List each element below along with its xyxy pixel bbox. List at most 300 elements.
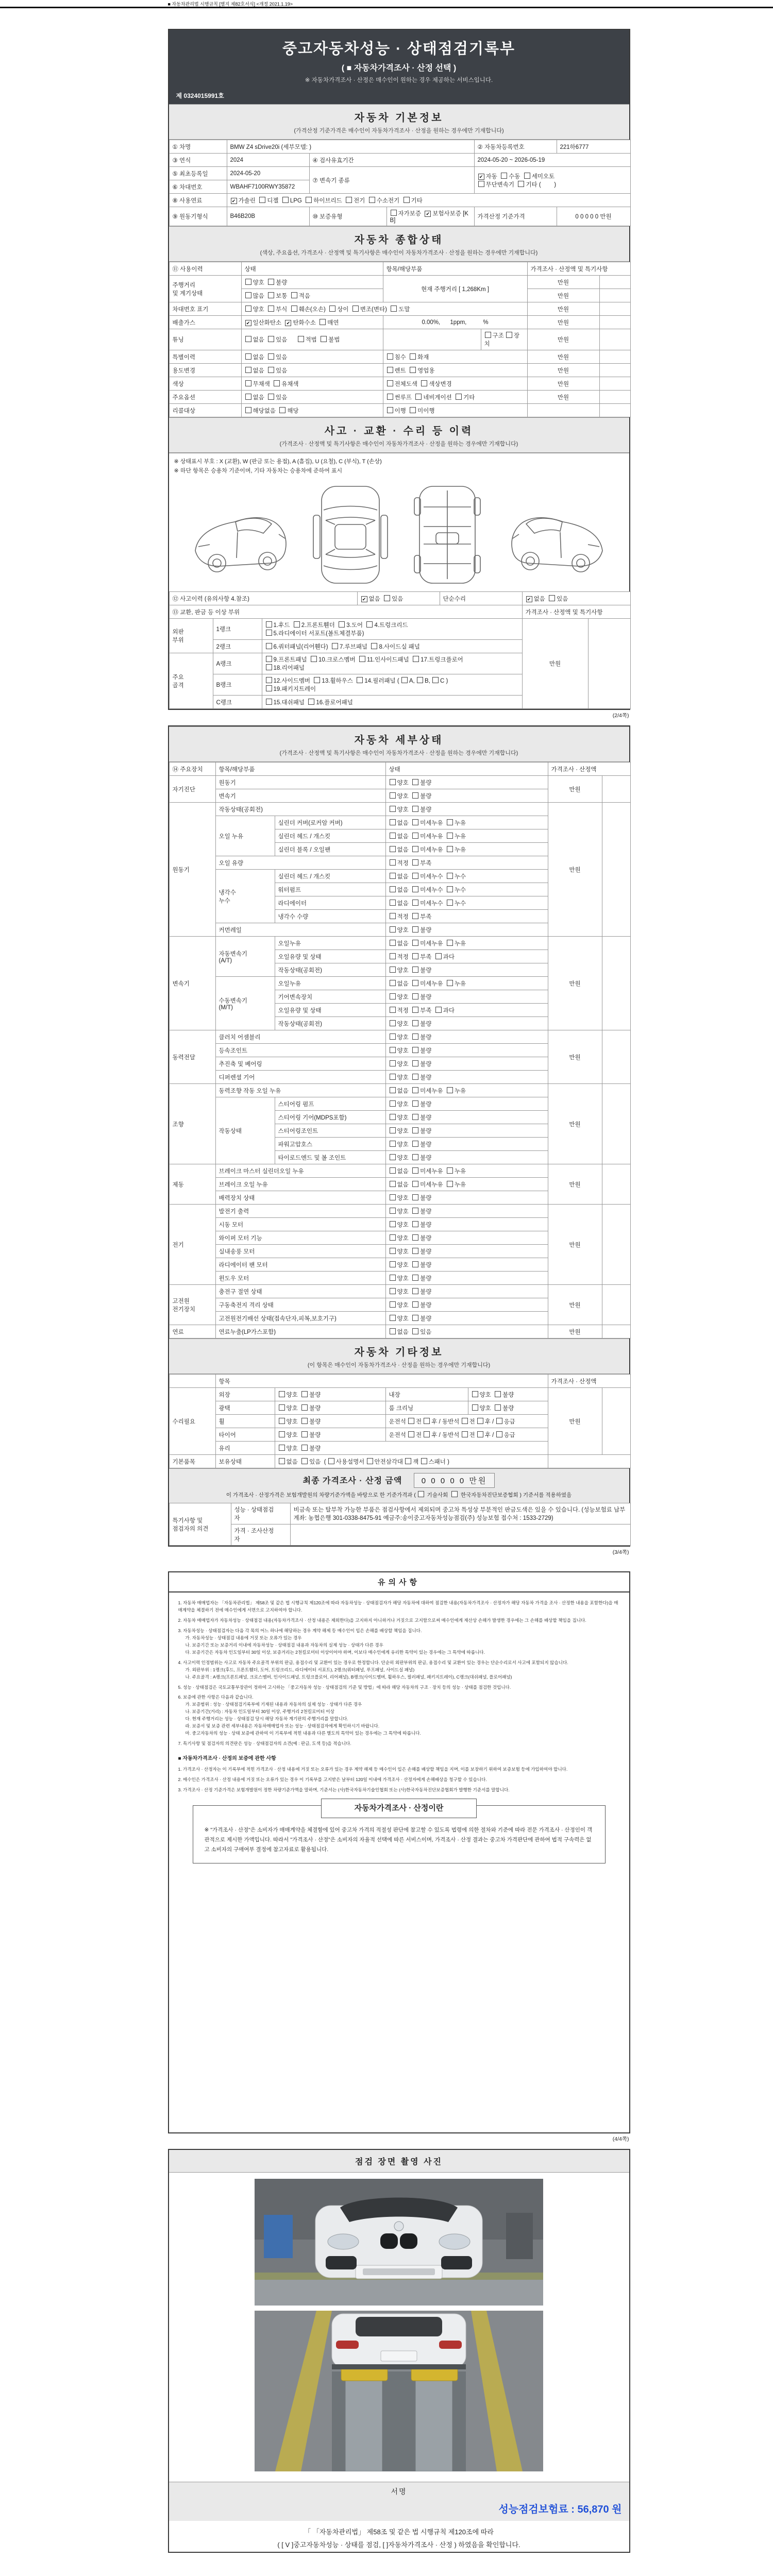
checkbox[interactable] [412,940,418,946]
checkbox[interactable] [412,1074,418,1080]
final-price-label: 최종 가격조사 · 산정 금액 [303,1477,402,1486]
checkbox[interactable] [301,1391,308,1397]
checkbox[interactable] [371,643,377,649]
checkbox[interactable] [412,980,418,986]
checkbox[interactable] [421,380,427,386]
checkbox[interactable] [245,306,251,312]
cell: 스티어링조인트 [275,1124,385,1138]
checkbox[interactable] [421,1458,427,1464]
checkbox[interactable] [266,677,272,683]
checkbox[interactable] [412,1275,418,1281]
cell: WBAHF7100RWY35872 [227,180,309,194]
checkbox[interactable] [447,1167,453,1174]
checkbox[interactable] [268,353,274,360]
notice-item: 2. 매수인은 가격조사 · 산정 내용에 거짓 또는 오류가 있는 경우 이 기록부를 고지받은 날부터 120일 이내에 가격조사 · 산정자에게 손해배상을 청구할 수 있습니다. [178,1776,487,1782]
checkbox-checked[interactable]: ✔ [231,198,237,204]
cell: 양호 불량 [468,1388,548,1401]
checkbox[interactable] [462,1418,468,1424]
section-detail-header [169,726,629,762]
checkbox[interactable] [415,394,422,400]
checkbox[interactable] [259,197,265,203]
checkbox[interactable] [432,677,439,683]
checkbox[interactable] [501,173,507,179]
cell [599,302,630,316]
checkbox[interactable] [412,1141,418,1147]
cell: 양호 불량 [385,923,548,937]
final-price-note: 이 가격조사 · 산정가격은 보험개발원의 차량기준가액을 바탕으로 한 기준가격과 ( 기술사회 한국자동차진단보증협회 ) 기준서를 적용하였음 [226,1492,572,1499]
cell: 라디에이터 팬 모터 [215,1258,385,1272]
checkbox[interactable] [412,1234,418,1241]
page-marker-4: (4/4쪽) [612,2136,629,2143]
checkbox[interactable] [390,846,396,852]
checkbox[interactable] [245,380,251,386]
cell: 항목 [215,1375,548,1388]
checkbox[interactable] [447,873,453,879]
cell: 양호 불량 [275,1442,548,1455]
checkbox[interactable] [308,699,314,705]
checkbox[interactable] [279,1431,285,1437]
checkbox[interactable] [279,1445,285,1451]
checkbox[interactable] [495,1391,501,1397]
checkbox[interactable] [472,1391,478,1397]
checkbox[interactable] [357,677,363,683]
cell: 작동상태(공회전) [275,963,385,977]
cell: 만원 [548,1285,602,1325]
cell: BMW Z4 sDrive20i (세부모델: ) [227,140,474,154]
checkbox[interactable] [496,1418,502,1424]
checkbox[interactable] [477,1418,483,1424]
cell: 침수 화재 [383,350,527,364]
checkbox[interactable] [417,677,423,683]
checkbox[interactable] [279,1391,285,1397]
checkbox[interactable] [245,336,251,342]
checkbox[interactable] [495,1404,501,1411]
checkbox[interactable] [384,595,390,601]
checkbox[interactable] [410,367,416,373]
checkbox[interactable] [390,819,396,825]
cell: 리콜대상 [169,404,241,417]
document-title: 중고자동차성능 · 상태점검기록부 [282,41,515,57]
section-accident-title: 사고 · 교환 · 수리 등 이력 [324,426,474,437]
inspection-photo-rear [255,2311,543,2471]
checkbox[interactable] [435,1007,442,1013]
cell: 12.사이드멤버 13.휠하우스 14.필러패널 ( A, B, C ) 19.패키지트레이 [262,674,522,696]
checkbox-checked[interactable]: ✔ [425,211,431,217]
cell: 상태 [241,262,383,276]
checkbox[interactable] [412,1100,418,1107]
cell [599,289,630,302]
checkbox[interactable] [412,1114,418,1120]
cell: 내장 [385,1388,468,1401]
checkbox[interactable] [390,1194,396,1200]
checkbox[interactable] [390,1154,396,1160]
checkbox[interactable] [390,1047,396,1053]
cell: 시동 모터 [215,1218,385,1231]
checkbox[interactable] [412,967,418,973]
checkbox[interactable] [412,792,418,799]
checkbox[interactable] [391,306,397,312]
checkbox[interactable] [390,1328,396,1334]
checkbox[interactable] [408,1418,414,1424]
checkbox[interactable] [301,1458,308,1464]
cell: 추진축 및 베어링 [215,1057,385,1071]
checkbox[interactable] [390,1114,396,1120]
cell: 연료누출(LP가스포함) [215,1325,385,1338]
checkbox[interactable] [412,926,418,933]
page3-block [168,725,630,1547]
cell: ✔ 자동 수동 세미오토 무단변속기 기타 ( ) [474,167,630,194]
accident-history-table [169,591,631,709]
checkbox[interactable] [485,332,491,338]
checkbox[interactable] [282,197,289,203]
checkbox-checked[interactable]: ✔ [478,174,484,180]
checkbox[interactable] [390,1301,396,1308]
checkbox[interactable] [506,332,512,338]
checkbox[interactable] [412,1221,418,1227]
checkbox[interactable] [412,1181,418,1187]
checkbox[interactable] [390,886,396,892]
checkbox[interactable] [412,1033,418,1040]
checkbox[interactable] [390,900,396,906]
checkbox[interactable] [245,394,251,400]
checkbox[interactable] [268,367,274,373]
accident-notes [169,453,629,479]
cell: 양호 불량 [385,1071,548,1084]
checkbox[interactable] [401,677,408,683]
cell: 만원 [527,350,599,364]
checkbox-checked[interactable]: ✔ [526,596,532,602]
checkbox[interactable] [301,1404,308,1411]
checkbox[interactable] [451,1491,458,1497]
checkbox[interactable] [352,306,359,312]
cell: 렌트 영업용 [383,364,527,377]
checkbox[interactable] [369,197,375,203]
cell: 2랭크 [213,640,262,653]
checkbox[interactable] [412,993,418,999]
checkbox[interactable] [472,1404,478,1411]
checkbox[interactable] [412,1328,418,1334]
cell: 실린더 블록 / 오일팬 [275,843,385,856]
confirmation-statement [169,2521,629,2551]
checkbox[interactable] [390,1060,396,1066]
checkbox[interactable] [311,656,317,662]
checkbox[interactable] [329,306,335,312]
checkbox[interactable] [390,1288,396,1294]
checkbox[interactable] [390,1248,396,1254]
checkbox[interactable] [390,1074,396,1080]
checkbox[interactable] [412,1208,418,1214]
checkbox[interactable] [294,621,300,628]
checkbox[interactable] [387,394,393,400]
cell: 변속기 [215,789,385,803]
notice-item: 3. 가격조사 · 산정 기준가격은 보험개발원이 정한 차량기준가액을 말하며, 기준서는 (사)한국자동차기술인협회 또는 (사)한국자동차진단보증협회가 발행한 기준서를 말합니다. [178,1787,510,1792]
checkbox[interactable] [390,833,396,839]
checkbox[interactable] [390,1007,396,1013]
checkbox[interactable] [496,1431,502,1437]
checkbox[interactable] [478,181,484,187]
cell: ① 차명 [169,140,227,154]
checkbox[interactable] [390,859,396,866]
checkbox[interactable] [424,1431,430,1437]
cell: 양호 불량 [385,1057,548,1071]
checkbox[interactable] [268,279,274,285]
checkbox[interactable] [266,630,272,636]
checkbox[interactable] [412,873,418,879]
checkbox[interactable] [435,953,442,959]
checkbox[interactable] [390,1315,396,1321]
cell: 클러치 어셈블리 [215,1030,385,1044]
cell [602,1030,630,1084]
checkbox[interactable] [412,1047,418,1053]
notice-body [169,1592,629,2132]
cell: 양호 불량 [275,1428,385,1442]
checkbox[interactable] [387,380,393,386]
cell: 운전석 전 후 / 동반석 전 후 / 응급 [385,1415,548,1428]
checkbox[interactable] [447,1181,453,1187]
checkbox[interactable] [390,1234,396,1241]
cell: 전체도색 색상변경 [383,377,527,391]
checkbox[interactable] [447,940,453,946]
final-price-band [169,1468,629,1503]
checkbox[interactable] [279,1404,285,1411]
checkbox[interactable] [390,980,396,986]
checkbox[interactable] [367,1458,373,1464]
checkbox[interactable] [410,407,416,413]
cell: ③ 연식 [169,154,227,167]
cell: ⑥ 차대번호 [169,180,227,194]
checkbox[interactable] [424,1418,430,1424]
checkbox[interactable] [413,656,419,662]
checkbox[interactable] [412,886,418,892]
checkbox[interactable] [245,279,251,285]
cell: 적정 부족 [385,910,548,923]
checkbox-checked[interactable]: ✔ [285,320,291,326]
checkbox[interactable] [447,833,453,839]
overall-state-table-host [169,262,629,417]
car-diagram-front-quarter [186,485,292,585]
cell [599,350,630,364]
checkbox[interactable] [524,173,530,179]
checkbox[interactable] [391,210,397,216]
checkbox[interactable] [447,846,453,852]
checkbox[interactable] [314,677,320,683]
checkbox[interactable] [410,353,416,360]
checkbox[interactable] [390,806,396,812]
checkbox[interactable] [390,913,396,919]
checkbox[interactable] [390,993,396,999]
cell: 원동기 [169,803,215,937]
cell: 배출가스 [169,316,241,329]
checkbox[interactable] [245,407,251,413]
checkbox[interactable] [359,656,365,662]
checkbox[interactable] [412,806,418,812]
checkbox[interactable] [390,1167,396,1174]
car-diagram-body-panels [312,483,389,586]
cell: 양호 불량 [385,1245,548,1258]
checkbox[interactable] [390,1208,396,1214]
checkbox[interactable] [245,292,251,298]
checkbox[interactable] [412,1127,418,1133]
checkbox[interactable] [390,779,396,785]
checkbox[interactable] [390,1100,396,1107]
checkbox[interactable] [412,1301,418,1308]
checkbox[interactable] [412,1315,418,1321]
cell: 만원 [548,1030,602,1084]
checkbox[interactable] [268,336,274,342]
checkbox[interactable] [412,1167,418,1174]
checkbox[interactable] [266,621,272,628]
checkbox[interactable] [412,859,418,866]
price-guarantee-title: ■ 자동차가격조사 · 산정의 보증에 관한 사항 [178,1755,276,1761]
checkbox[interactable] [266,643,272,649]
checkbox[interactable] [266,699,272,705]
checkbox[interactable] [279,1458,285,1464]
cell [169,1375,215,1388]
cell: 2024 [227,154,309,167]
checkbox[interactable] [412,819,418,825]
cell: 만원 [548,1325,602,1338]
cell: 윈도우 모터 [215,1272,385,1285]
checkbox[interactable] [390,1181,396,1187]
checkbox[interactable] [387,367,393,373]
checkbox[interactable] [387,407,393,413]
checkbox[interactable] [412,1020,418,1026]
overall-state-table [169,262,631,417]
checkbox[interactable] [412,913,418,919]
checkbox[interactable] [390,1020,396,1026]
cell: 없음 있음 [241,364,383,377]
cell: 작동상태(공회전) [275,1017,385,1030]
checkbox[interactable] [447,886,453,892]
checkbox[interactable] [390,1033,396,1040]
checkbox-checked[interactable]: ✔ [361,596,367,602]
cell: 오일누유 [275,977,385,990]
checkbox[interactable] [390,1275,396,1281]
photos-block [168,2149,630,2552]
checkbox[interactable] [412,900,418,906]
checkbox[interactable] [390,1221,396,1227]
checkbox[interactable] [245,353,251,360]
checkbox[interactable] [366,621,373,628]
checkbox[interactable] [306,197,312,203]
checkbox[interactable] [390,873,396,879]
cell: 적정 부족 [385,856,548,870]
checkbox[interactable] [462,1431,468,1437]
checkbox[interactable] [412,1007,418,1013]
checkbox[interactable] [408,1431,414,1437]
cell: 없음 있음 ( 사용설명서 안전삼각대 잭 스패너 ) [275,1455,548,1468]
checkbox[interactable] [412,846,418,852]
notice-item: 1. 자동차 매매업자는 「자동차관리법」 제58조 및 같은 법 시행규칙 제120조에 따라 자동차성능 · 상태점검자가 해당 자동차에 대하여 점검한 내용(자동차가격조사 · 산정자가 해당 자동차 가격을 조사 · 산정한 내용을 포함한다)을 매매계약을 체결하기 전에 매수인에게 서면으로 고지하여야 합니다. [178,1600,618,1613]
checkbox[interactable] [477,1431,483,1437]
checkbox[interactable] [418,1491,424,1497]
checkbox[interactable] [332,643,338,649]
checkbox-checked[interactable]: ✔ [245,320,251,326]
checkbox[interactable] [390,792,396,799]
checkbox[interactable] [405,1458,411,1464]
checkbox[interactable] [412,1248,418,1254]
cell: 단순수리 [440,592,522,605]
checkbox[interactable] [412,833,418,839]
checkbox[interactable] [266,656,272,662]
checkbox[interactable] [301,1418,308,1424]
checkbox[interactable] [346,197,352,203]
checkbox[interactable] [447,980,453,986]
checkbox[interactable] [266,685,272,691]
cell: 외판 부위 [169,619,213,653]
notice-block [168,1591,630,2133]
checkbox[interactable] [274,380,280,386]
checkbox[interactable] [390,953,396,959]
checkbox[interactable] [301,1431,308,1437]
cell: 없음 미세누유 누유 [385,977,548,990]
checkbox[interactable] [390,967,396,973]
checkbox[interactable] [518,181,524,187]
checkbox[interactable] [390,1127,396,1133]
section-overall-header [169,226,629,262]
checkbox[interactable] [268,306,274,312]
cell: 오일유량 및 상태 [275,1004,385,1017]
cell [599,404,630,417]
checkbox[interactable] [412,1261,418,1267]
checkbox[interactable] [412,1060,418,1066]
checkbox[interactable] [390,1141,396,1147]
checkbox[interactable] [298,336,304,342]
checkbox[interactable] [390,940,396,946]
checkbox[interactable] [412,1194,418,1200]
checkbox[interactable] [390,1261,396,1267]
checkbox[interactable] [390,1087,396,1093]
cell: 양호 불량 [275,1388,385,1401]
checkbox[interactable] [321,336,327,342]
checkbox[interactable] [301,1445,308,1451]
checkbox[interactable] [245,367,251,373]
checkbox[interactable] [447,819,453,825]
checkbox[interactable] [320,319,326,325]
cell: 오일 유량 [215,856,385,870]
checkbox[interactable] [279,1418,285,1424]
checkbox[interactable] [412,1087,418,1093]
checkbox[interactable] [447,900,453,906]
checkbox[interactable] [456,394,462,400]
checkbox[interactable] [291,292,297,298]
checkbox[interactable] [412,1154,418,1160]
checkbox[interactable] [412,953,418,959]
cell: 성능 · 상태점검 자 [231,1503,290,1524]
checkbox[interactable] [279,407,285,413]
cell: B46B20B [227,207,309,226]
checkbox[interactable] [390,926,396,933]
checkbox[interactable] [291,306,297,312]
checkbox[interactable] [266,664,272,670]
checkbox[interactable] [447,1087,453,1093]
checkbox[interactable] [412,779,418,785]
inspector-remarks-table [169,1503,631,1546]
cell: 오일유량 및 상태 [275,950,385,963]
cell: 워터펌프 [275,883,385,896]
checkbox[interactable] [339,621,345,628]
checkbox[interactable] [549,595,555,601]
checkbox[interactable] [328,1458,334,1464]
section-overall-title: 자동차 종합상태 [354,234,444,246]
checkbox[interactable] [387,353,393,360]
checkbox[interactable] [268,292,274,298]
cell: 휠 [215,1415,275,1428]
checkbox[interactable] [412,1288,418,1294]
checkbox[interactable] [404,197,410,203]
cell: 파워고압호스 [275,1138,385,1151]
checkbox[interactable] [268,394,274,400]
